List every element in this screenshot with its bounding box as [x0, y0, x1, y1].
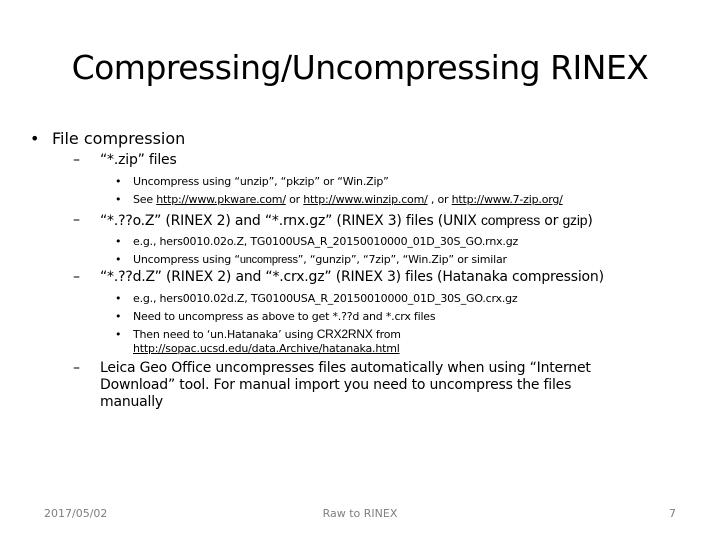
sub-text-post: from [372, 328, 401, 341]
dash-text-pre: “*.??o.Z” (RINEX 2) and “*.rnx.gz” (RINEX 3) files (UNIX [100, 213, 481, 229]
dash-text-or: or [540, 213, 563, 229]
sub-text: Need to uncompress as above to get *.??d and *.crx files [133, 310, 436, 323]
sub-marker: • [115, 310, 122, 323]
sub-text-pre: Then need to ‘un.Hatanaka’ using [133, 328, 317, 341]
text-comma-or: , or [427, 193, 452, 206]
sub-text [133, 252, 507, 268]
slide-title: Compressing/Uncompressing RINEX [71, 48, 649, 87]
cmd-uncompress: uncompress [239, 254, 298, 266]
dash-text [100, 211, 593, 230]
sub-marker: • [115, 253, 122, 266]
cmd-crx2rnx: CRX2RNX [316, 327, 373, 341]
sub-text [133, 192, 563, 207]
cmd-compress: compress [480, 212, 541, 228]
sub-text-post: ”, “gunzip”, “7zip”, “Win.Zip” or similar [297, 253, 507, 266]
footer-page-number: 7 [669, 507, 676, 520]
dash-text-post: ) [587, 213, 593, 229]
dash-text: “*.??d.Z” (RINEX 2) and “*.crx.gz” (RINEX 3) files (Hatanaka compression) [100, 269, 604, 285]
link-winzip[interactable]: http://www.winzip.com/ [303, 193, 428, 206]
sub-marker: • [115, 328, 122, 341]
sub-marker: • [115, 292, 122, 305]
sub-text: e.g., hers0010.02d.Z, TG0100USA_R_20150010000_01D_30S_GO.crx.gz [133, 292, 518, 305]
link-hatanaka[interactable]: http://sopac.ucsd.edu/data.Archive/hatanaka.html [133, 342, 400, 355]
text-or: or [285, 193, 304, 206]
dash-marker: – [73, 360, 80, 376]
footer-date: 2017/05/02 [44, 507, 108, 520]
bullet-marker: • [30, 129, 40, 148]
sub-marker: • [115, 235, 122, 248]
text-see: See [133, 193, 157, 206]
dash-text: “*.zip” files [100, 152, 177, 168]
footer-title: Raw to RINEX [322, 507, 398, 520]
sub-text: Uncompress using “unzip”, “pkzip” or “Win.Zip” [133, 175, 389, 188]
link-pkware[interactable]: http://www.pkware.com/ [156, 193, 286, 206]
sub-text: e.g., hers0010.02o.Z, TG0100USA_R_20150010000_01D_30S_GO.rnx.gz [133, 235, 519, 248]
cmd-gzip: gzip [562, 212, 588, 228]
dash-marker: – [73, 212, 80, 228]
sub-text-pre: Uncompress using “ [133, 253, 240, 266]
dash-text: Download” tool. For manual import you need to uncompress the files [100, 377, 572, 393]
dash-text: Leica Geo Office uncompresses files automatically when using “Internet [100, 360, 591, 376]
sub-marker: • [115, 175, 122, 188]
sub-text [133, 327, 401, 342]
dash-marker: – [73, 269, 80, 285]
sub-marker: • [115, 193, 122, 206]
dash-text: manually [100, 394, 164, 410]
dash-marker: – [73, 152, 80, 168]
link-7zip[interactable]: http://www.7-zip.org/ [451, 193, 563, 206]
bullet-text: File compression [52, 129, 186, 148]
